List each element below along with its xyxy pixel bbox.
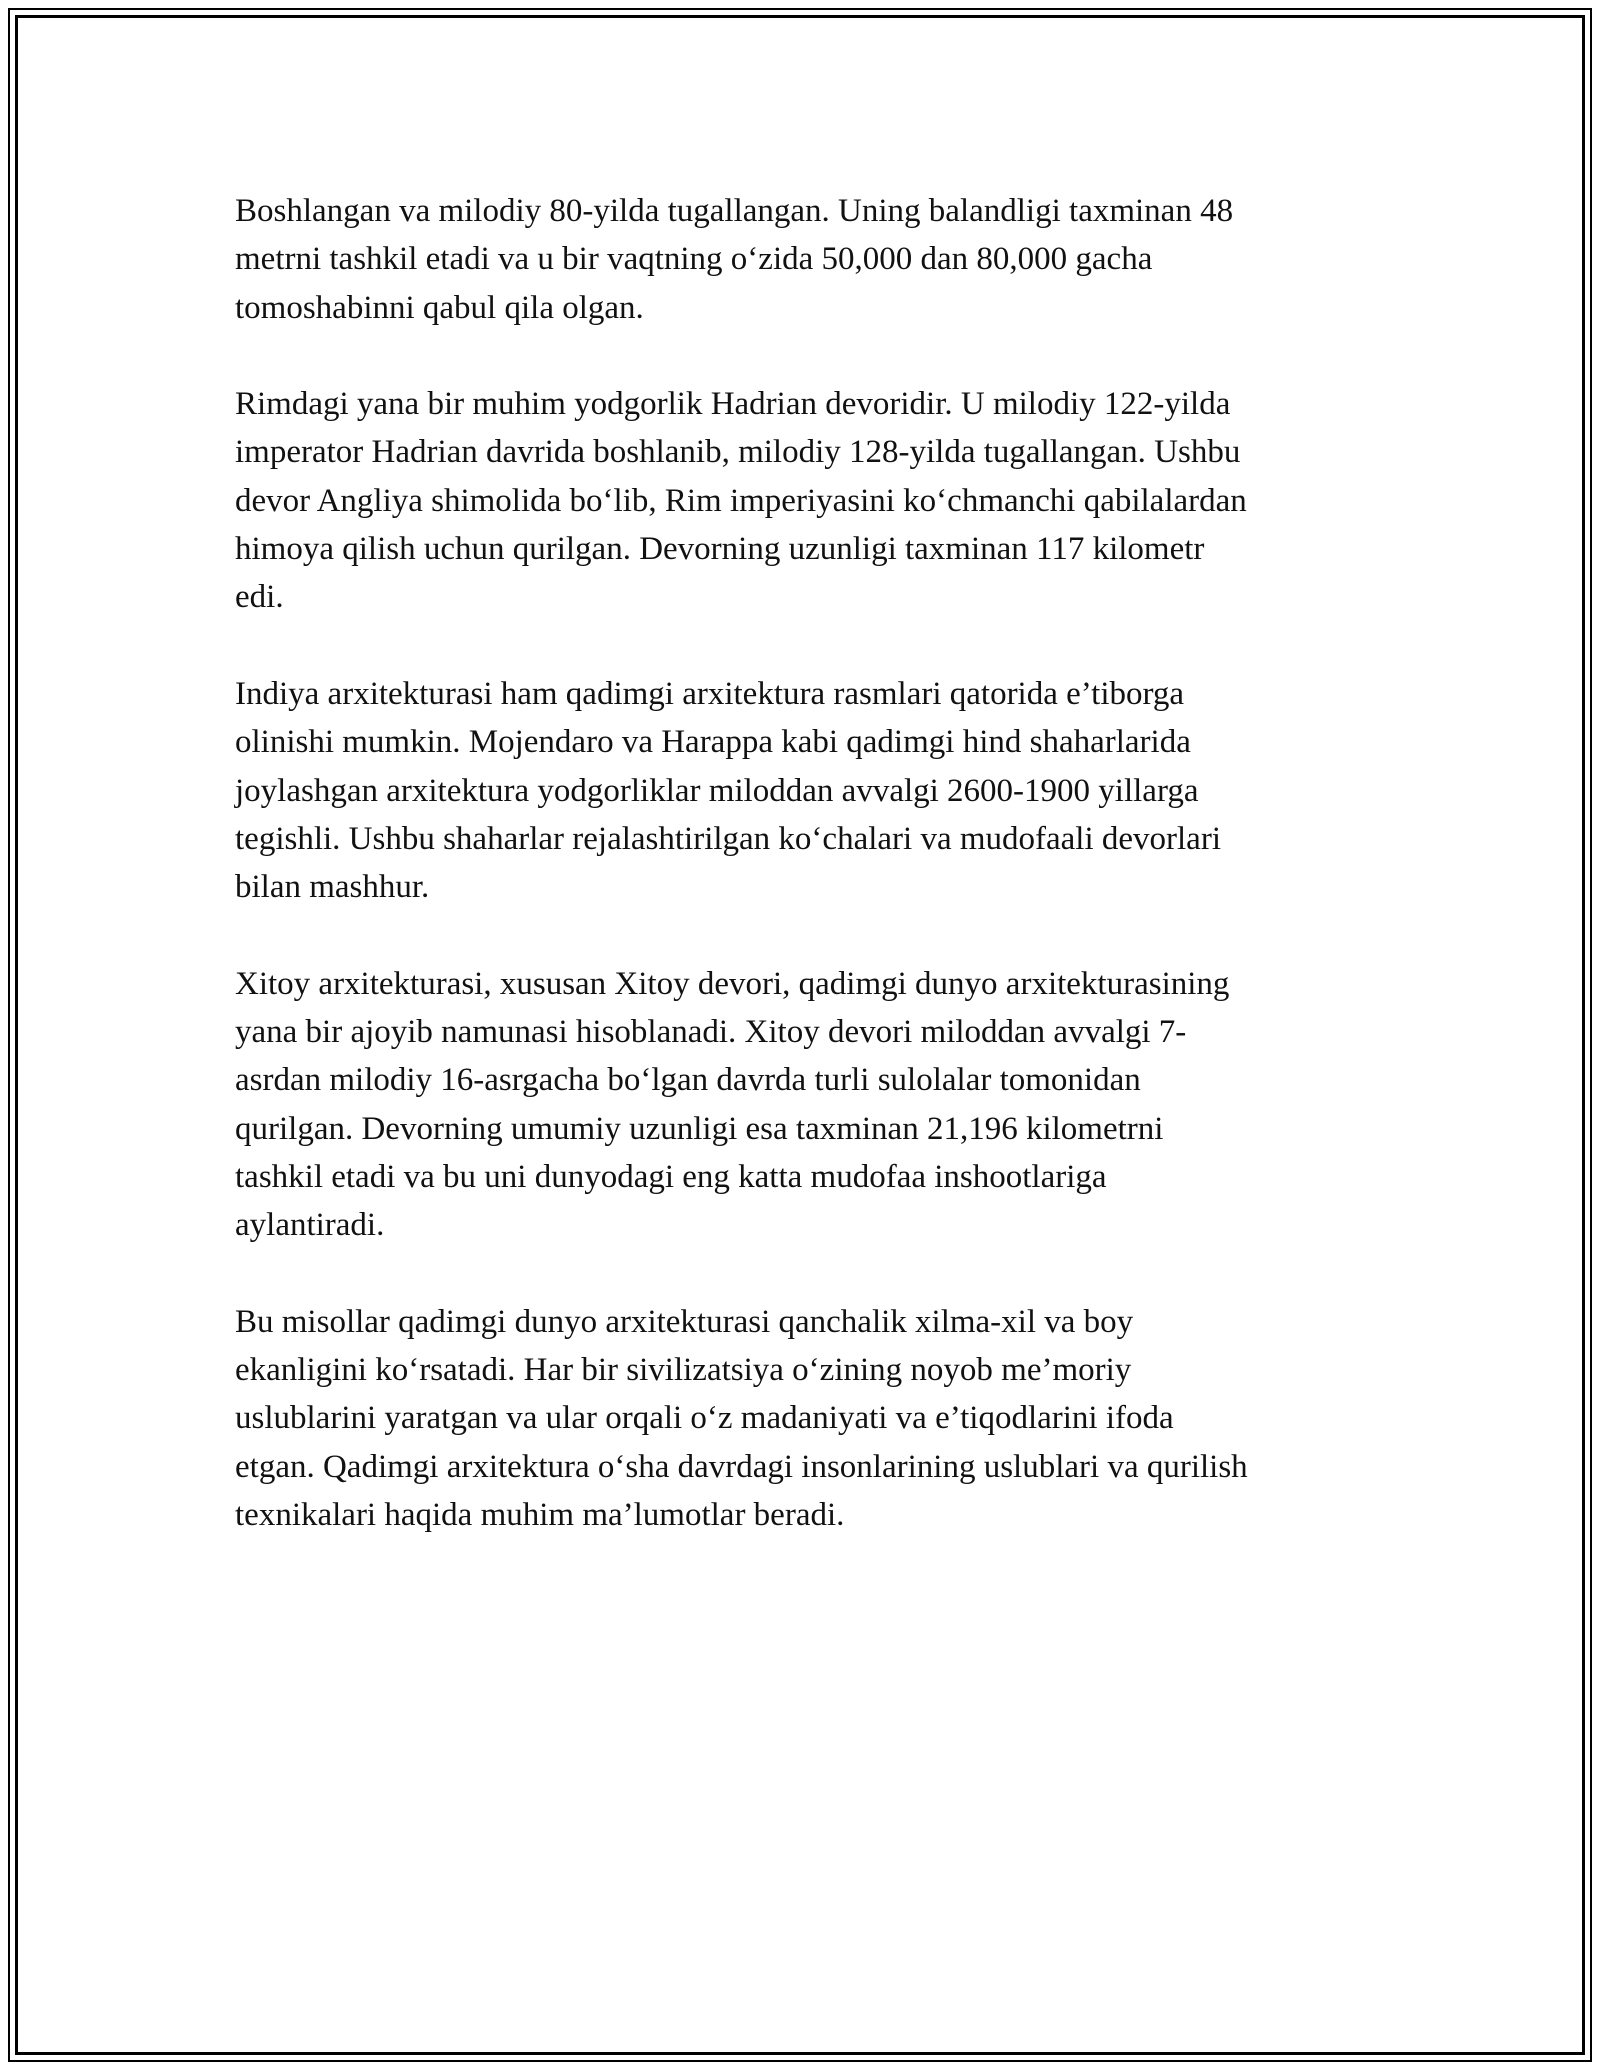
text-line: edi.	[235, 579, 284, 616]
text-line: bilan mashhur.	[235, 869, 430, 906]
text-line: texnikalari haqida muhim ma’lumotlar beradi.	[235, 1497, 845, 1534]
paragraph	[235, 960, 1385, 1250]
text-line: Boshlangan va milodiy 80-yilda tugallangan. Uning balandligi taxminan 48	[235, 193, 1234, 229]
paragraph	[235, 380, 1385, 621]
text-line: tashkil etadi va bu uni dunyodagi eng katta mudofaa inshootlariga	[235, 1158, 1107, 1195]
text-line: olinishi mumkin. Mojendaro va Harappa kabi qadimgi hind shaharlarida	[235, 724, 1191, 761]
text-line: Rimdagi yana bir muhim yodgorlik Hadrian devoridir. U milodiy 122-yilda	[235, 386, 1231, 423]
text-line: qurilgan. Devorning umumiy uzunligi esa taxminan 21,196 kilometrni	[235, 1110, 1164, 1147]
text-line: Xitoy arxitekturasi, xususan Xitoy devori, qadimgi dunyo arxitekturasining	[235, 965, 1230, 1002]
text-line: ekanligini ko‘rsatadi. Har bir sivilizatsiya o‘zining noyob me’moriy	[235, 1352, 1132, 1389]
paragraph	[235, 670, 1385, 911]
text-line: Bu misollar qadimgi dunyo arxitekturasi qanchalik xilma-xil va boy	[235, 1303, 1134, 1340]
text-line: imperator Hadrian davrida boshlanib, milodiy 128-yilda tugallangan. Ushbu	[235, 434, 1241, 471]
text-line: yana bir ajoyib namunasi hisoblanadi. Xitoy devori miloddan avvalgi 7-	[235, 1014, 1187, 1051]
text-line: asrdan milodiy 16-asrgacha bo‘lgan davrda turli sulolalar tomonidan	[235, 1062, 1141, 1099]
text-line: uslublarini yaratgan va ular orqali o‘z madaniyati va e’tiqodlarini ifoda	[235, 1400, 1174, 1437]
text-line: etgan. Qadimgi arxitektura o‘sha davrdagi insonlarining uslublari va qurilish	[235, 1448, 1248, 1485]
text-line: Indiya arxitekturasi ham qadimgi arxitektura rasmlari qatorida e’tiborga	[235, 675, 1185, 712]
paragraph	[235, 1298, 1385, 1539]
text-line: tomoshabinni qabul qila olgan.	[235, 289, 644, 326]
text-line: metrni tashkil etadi va u bir vaqtning o‘zida 50,000 dan 80,000 gacha	[235, 241, 1153, 278]
text-line: tegishli. Ushbu shaharlar rejalashtirilgan ko‘chalari va mudofaali devorlari	[235, 820, 1221, 857]
paragraph	[235, 187, 1385, 332]
text-line: devor Angliya shimolida bo‘lib, Rim imperiyasini ko‘chmanchi qabilalardan	[235, 482, 1247, 519]
text-line: aylantiradi.	[235, 1207, 385, 1244]
text-line: joylashgan arxitektura yodgorliklar miloddan avvalgi 2600-1900 yillarga	[235, 772, 1199, 809]
text-line: himoya qilish uchun qurilgan. Devorning uzunligi taxminan 117 kilometr	[235, 531, 1205, 568]
document-body	[235, 187, 1385, 1539]
